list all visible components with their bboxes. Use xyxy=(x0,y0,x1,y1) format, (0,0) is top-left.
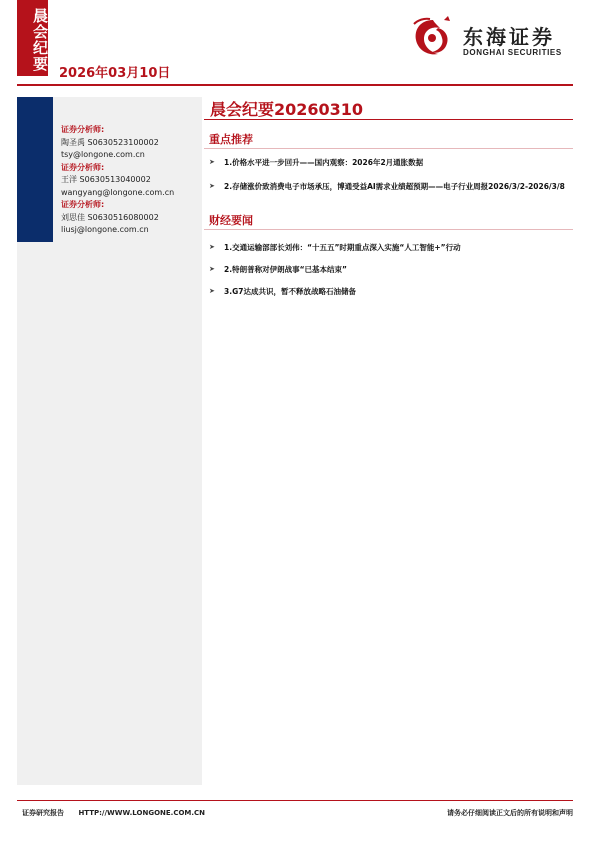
company-logo xyxy=(408,14,578,62)
analyst-block xyxy=(61,124,201,162)
chevron-right-icon: ➤ xyxy=(209,182,215,190)
header-divider xyxy=(17,84,573,86)
list-item-text: 2.存储涨价致消费电子市场承压，博通受益AI需求业绩超预期——电子行业周报2026/3/2-2026/3/8 xyxy=(224,182,565,191)
section-heading-key-recommendations: 重点推荐 xyxy=(209,133,253,146)
list-item-text: 1.交通运输部部长刘伟：“十五五”时期重点深入实施“人工智能+”行动 xyxy=(224,243,461,252)
analyst-block xyxy=(61,199,201,237)
analyst-list xyxy=(61,124,201,237)
report-date: 2026年03月10日 xyxy=(59,66,171,81)
footer-report-label: 证券研究报告 xyxy=(22,809,64,817)
list-item-text: 2.特朗普称对伊朗战事“已基本结束” xyxy=(224,265,347,274)
section-divider xyxy=(204,148,573,149)
analyst-block xyxy=(61,162,201,200)
list-item[interactable] xyxy=(209,264,574,275)
side-tab xyxy=(17,0,48,76)
dragon-logo-icon xyxy=(408,14,458,62)
analyst-name-id: 陶圣禹 S0630523100002 xyxy=(61,137,159,147)
left-accent-bar xyxy=(17,97,53,242)
side-tab-label: 晨会纪要 xyxy=(31,8,49,72)
list-item[interactable] xyxy=(209,286,574,297)
footer-divider xyxy=(17,800,573,801)
footer-website-link[interactable]: HTTP://WWW.LONGONE.COM.CN xyxy=(78,809,206,817)
section-heading-financial-news: 财经要闻 xyxy=(209,214,253,227)
chevron-right-icon: ➤ xyxy=(209,265,215,273)
analyst-email[interactable]: wangyang@longone.com.cn xyxy=(61,187,175,197)
logo-chinese-name: 东海证券 xyxy=(463,25,555,49)
footer-left xyxy=(22,808,205,818)
analyst-title: 证券分析师: xyxy=(61,162,105,172)
analyst-email[interactable]: tsy@longone.com.cn xyxy=(61,150,145,159)
chevron-right-icon: ➤ xyxy=(209,158,215,166)
analyst-name-id: 王洋 S0630513040002 xyxy=(61,175,151,184)
list-item[interactable] xyxy=(209,157,574,168)
logo-english-name: DONGHAI SECURITIES xyxy=(463,48,562,57)
analyst-email[interactable]: liusj@longone.com.cn xyxy=(61,225,149,234)
analyst-title: 证券分析师: xyxy=(61,125,105,134)
analyst-name-id: 刘思佳 S0630516080002 xyxy=(61,212,159,222)
analyst-title: 证券分析师: xyxy=(61,200,105,209)
list-item[interactable] xyxy=(209,242,574,253)
footer-disclaimer: 请务必仔细阅读正文后的所有说明和声明 xyxy=(447,809,573,817)
section-divider xyxy=(204,229,573,230)
page-title: 晨会纪要20260310 xyxy=(210,100,364,119)
list-item-text: 3.G7达成共识，暂不释放战略石油储备 xyxy=(224,287,356,296)
chevron-right-icon: ➤ xyxy=(209,287,215,295)
chevron-right-icon: ➤ xyxy=(209,243,215,251)
list-item-text: 1.价格水平进一步回升——国内观察：2026年2月通胀数据 xyxy=(224,158,424,167)
title-divider xyxy=(204,119,573,120)
list-item[interactable] xyxy=(209,181,574,192)
